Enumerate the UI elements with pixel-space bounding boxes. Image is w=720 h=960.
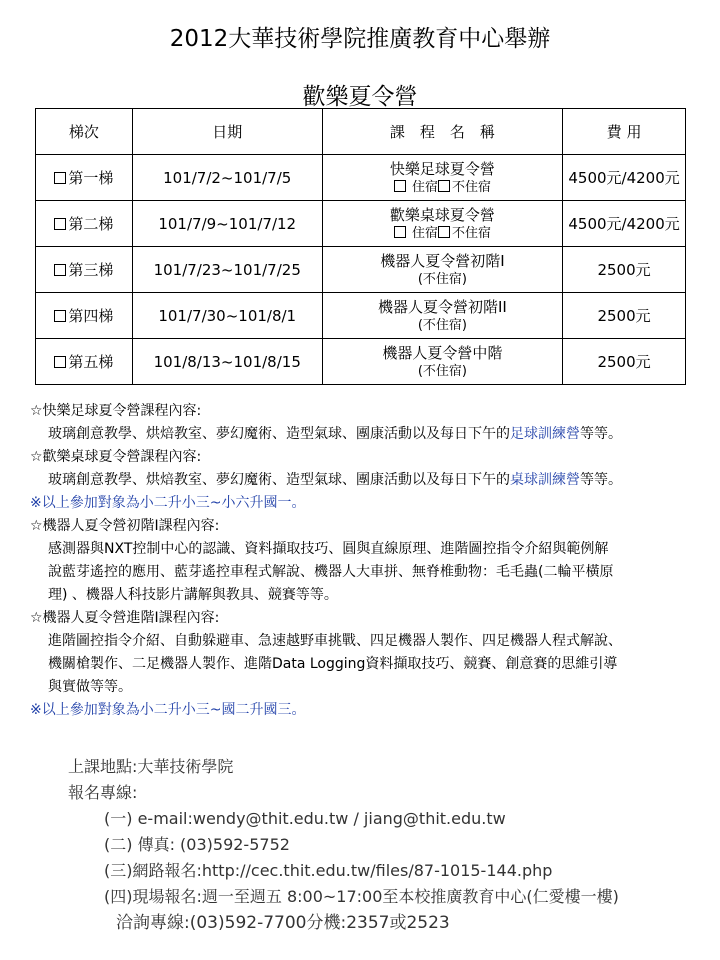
session-checkbox[interactable] — [54, 356, 66, 368]
date-cell: 101/7/23~101/7/25 — [132, 247, 322, 293]
fee-cell: 2500元 — [563, 293, 686, 339]
course-cell — [322, 339, 562, 385]
soccer-notes-tail: 等等。 — [580, 426, 622, 442]
stay-checkbox[interactable] — [394, 180, 406, 192]
date-cell: 101/8/13~101/8/15 — [132, 339, 322, 385]
robot-advanced-notes-line: 與實做等等。 — [48, 679, 132, 695]
session-checkbox[interactable] — [54, 172, 66, 184]
table-header-row — [36, 109, 686, 155]
onsite-registration-line: (四)現場報名:週一至週五 8:00~17:00至本校推廣教育中心(仁愛樓一樓) — [104, 887, 619, 906]
fax-line: (二) 傳真: (03)592-5752 — [104, 835, 290, 854]
session-cell[interactable] — [36, 247, 133, 293]
column-header-course: 課 程 名 稱 — [322, 109, 562, 155]
course-name: 機器人夏令營初階I — [380, 252, 505, 270]
table-tennis-notes-text: 玻璃創意教學、烘焙教室、夢幻魔術、造型氣球、團康活動以及每日下午的 — [48, 472, 510, 488]
eligibility-note-2: ※以上參加對象為小二升小三~國二升國三。 — [30, 702, 306, 718]
soccer-notes-body — [30, 423, 710, 446]
no-stay-checkbox[interactable] — [438, 226, 450, 238]
course-note: (不住宿) — [417, 364, 467, 379]
eligibility-note-1: ※以上參加對象為小二升小三~小六升國一。 — [30, 495, 306, 511]
course-cell — [322, 155, 562, 201]
date-cell: 101/7/9~101/7/12 — [132, 201, 322, 247]
stay-options — [323, 225, 562, 242]
page-subtitle: 歡樂夏令營 — [302, 84, 418, 110]
fee-cell: 2500元 — [563, 247, 686, 293]
phone-line: 洽詢專線:(03)592-7700分機:2357或2523 — [116, 913, 450, 933]
session-label: 第二梯 — [68, 215, 114, 233]
stay-options — [323, 179, 562, 196]
location-line: 上課地點:大華技術學院 — [68, 757, 234, 776]
course-name: 機器人夏令營初階II — [377, 298, 507, 316]
column-header-date: 日期 — [132, 109, 322, 155]
fee-cell: 2500元 — [563, 339, 686, 385]
date-cell: 101/7/2~101/7/5 — [132, 155, 322, 201]
robot-basic-notes-title: ☆機器人夏令營初階I課程內容: — [30, 518, 220, 534]
table-row — [36, 247, 686, 293]
session-checkbox[interactable] — [54, 218, 66, 230]
robot-basic-notes-line: 感測器與NXT控制中心的認識、資料擷取技巧、圓與直線原理、進階圖控指令介紹與範例解 — [48, 541, 609, 557]
table-tennis-notes-title: ☆歡樂桌球夏令營課程內容: — [30, 449, 202, 465]
robot-advanced-notes-line: 機關槍製作、二足機器人製作、進階Data Logging資料擷取技巧、競賽、創意賽的思維引導 — [48, 656, 618, 672]
course-note: (不住宿) — [417, 318, 467, 333]
session-cell[interactable] — [36, 339, 133, 385]
robot-advanced-notes-line: 進階圖控指令介紹、自動躲避車、急速越野車挑戰、四足機器人製作、四足機器人程式解說、 — [48, 633, 622, 649]
robot-advanced-notes-title: ☆機器人夏令營進階I課程內容: — [30, 610, 220, 626]
web-registration-line[interactable]: (三)網路報名:http://cec.thit.edu.tw/files/87-1015-144.php — [104, 861, 553, 880]
course-notes — [30, 400, 710, 722]
robot-basic-notes-line: 說藍芽遙控的應用、藍芽遙控車程式解說、機器人大車拼、無脊椎動物：毛毛蟲(二輪平橫原 — [48, 564, 614, 580]
stay-checkbox[interactable] — [394, 226, 406, 238]
no-stay-checkbox[interactable] — [438, 180, 450, 192]
contact-info — [68, 754, 619, 936]
stay-option-label: 住宿 — [411, 180, 438, 195]
session-label: 第四梯 — [68, 307, 114, 325]
table-tennis-notes-body — [30, 469, 710, 492]
session-cell[interactable] — [36, 293, 133, 339]
course-cell — [322, 247, 562, 293]
soccer-notes-text: 玻璃創意教學、烘焙教室、夢幻魔術、造型氣球、團康活動以及每日下午的 — [48, 426, 510, 442]
fee-cell: 4500元/4200元 — [563, 201, 686, 247]
column-header-fee: 費 用 — [563, 109, 686, 155]
table-row — [36, 201, 686, 247]
date-cell: 101/7/30~101/8/1 — [132, 293, 322, 339]
email-line[interactable]: (一) e-mail:wendy@thit.edu.tw / jiang@thit.edu.tw — [104, 809, 506, 828]
column-header-session: 梯次 — [36, 109, 133, 155]
soccer-notes-title: ☆快樂足球夏令營課程內容: — [30, 403, 202, 419]
session-cell[interactable] — [36, 155, 133, 201]
session-checkbox[interactable] — [54, 310, 66, 322]
course-name: 機器人夏令營中階 — [382, 344, 503, 362]
course-cell — [322, 201, 562, 247]
session-label: 第一梯 — [68, 169, 114, 187]
session-checkbox[interactable] — [54, 264, 66, 276]
course-name: 歡樂桌球夏令營 — [389, 206, 495, 224]
table-tennis-notes-tail: 等等。 — [580, 472, 622, 488]
course-name: 快樂足球夏令營 — [389, 160, 495, 178]
session-cell[interactable] — [36, 201, 133, 247]
fee-cell: 4500元/4200元 — [563, 155, 686, 201]
session-label: 第三梯 — [68, 261, 114, 279]
schedule-table — [35, 108, 686, 385]
course-note: (不住宿) — [417, 272, 467, 287]
table-row — [36, 293, 686, 339]
stay-option-label: 住宿 — [411, 226, 438, 241]
hotline-title: 報名專線: — [68, 783, 138, 802]
session-label: 第五梯 — [68, 353, 114, 371]
no-stay-option-label: 不住宿 — [451, 180, 491, 195]
page-title: 2012大華技術學院推廣教育中心舉辦 — [169, 26, 551, 52]
table-tennis-training-highlight: 桌球訓練營 — [510, 472, 580, 488]
no-stay-option-label: 不住宿 — [451, 226, 491, 241]
course-cell — [322, 293, 562, 339]
soccer-training-highlight: 足球訓練營 — [510, 426, 580, 442]
robot-basic-notes-line: 理) 、機器人科技影片講解與教具、競賽等等。 — [48, 587, 338, 603]
table-row — [36, 339, 686, 385]
table-row — [36, 155, 686, 201]
